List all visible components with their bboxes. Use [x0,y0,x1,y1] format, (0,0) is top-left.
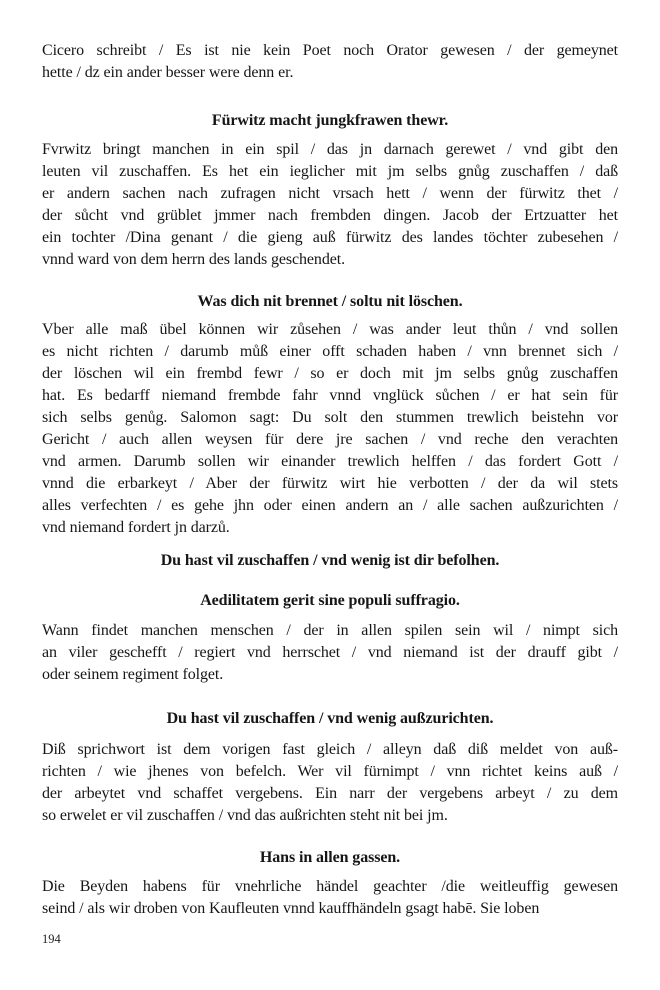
paragraph-ausrichten [42,739,618,827]
paragraph-befolhen [42,620,618,686]
text-line: an viler geschefft / regiert vnd herrschet / vnd niemand ist der drauff gibt / [42,644,618,661]
text-line: der sůcht vnd grüblet jmmer nach frembden dingen. Jacob der Ertzuatter het [42,207,618,224]
text-line: Gericht / auch allen weysen für dere jre sachen / vnd reche den verachten [42,431,618,448]
paragraph-hans [42,876,618,920]
text-line: leuten vil zuschaffen. Es het ein ieglicher mit jm selbs gnůg zuschaffen / daß [42,163,618,180]
proverb-heading-fuerwitz: Fürwitz macht jungkfrawen thewr. [211,112,449,129]
paragraph-fuerwitz [42,139,618,271]
proverb-heading-brennet: Was dich nit brennet / soltu nit löschen. [197,293,463,310]
proverb-heading-latin: Aedilitatem gerit sine populi suffragio. [200,592,460,609]
text-line: es nicht richten / darumb můß einer offt schaden haben / vnn brennet sich / [42,343,618,360]
text-line: vnnd die erbarkeyt / Aber der fürwitz wirt hie verbotten / der da wil stets [42,475,618,492]
paragraph-brennet [42,319,618,539]
text-line: ein tochter /Dina genant / die gieng auß fürwitz des landes töchter zubesehen / [42,229,618,246]
text-line: vnnd ward von dem herrn des lands geschendet. [42,251,345,268]
proverb-heading-hans: Hans in allen gassen. [259,849,401,866]
text-line: seind / als wir droben von Kaufleuten vnnd kauffhändeln gsagt habē. Sie loben [42,900,540,917]
text-line: richten / wie jhenes von befelch. Wer vil fürnimpt / vnn richtet keins auß / [42,763,618,780]
text-line: sich selbs genůg. Salomon sagt: Du solt den stummen trewlich beistehn vor [42,409,618,426]
text-line: Vber alle maß übel können wir zůsehen / was ander leut thůn / vnd sollen [42,321,618,338]
text-line: Cicero schreibt / Es ist nie kein Poet noch Orator gewesen / der gemeynet [42,42,618,59]
text-line: alles verfechten / es gehe jhn oder einen andern an / alle sachen außzurichten / [42,497,618,514]
text-line: Wann findet manchen menschen / der in allen spilen sein wil / nimpt sich [42,622,618,639]
text-line: Diß sprichwort ist dem vorigen fast gleich / alleyn daß diß meldet von auß- [42,741,618,758]
text-line: Fvrwitz bringt manchen in ein spil / das jn darnach gerewet / vnd gibt den [42,141,618,158]
page-number: 194 [42,932,61,946]
proverb-heading-befolhen: Du hast vil zuschaffen / vnd wenig ist dir befolhen. [160,552,500,569]
text-line: hat. Es bedarff niemand frembde fahr vnnd vnglück sůchen / er hat sein für [42,387,618,404]
text-line: der arbeytet vnd schaffet vergebens. Ein narr der vergebens arbeyt / zu dem [42,785,618,802]
text-line: vnd armen. Darumb sollen wir einander trewlich helffen / das fordert Gott / [42,453,618,470]
intro-paragraph [42,40,618,84]
text-line: der löschen wil ein frembd fewr / so er doch mit jm selbs gnůg zuschaffen [42,365,618,382]
text-line: er andern sachen nach zufragen nicht vrsach hett / wenn der fürwitz thet / [42,185,618,202]
text-line: oder seinem regiment folget. [42,666,224,683]
text-line: vnd niemand fordert jn darzů. [42,519,230,536]
text-line: Die Beyden habens für vnehrliche händel geachter /die weitleuffig gewesen [42,878,618,895]
text-line: so erwelet er vil zuschaffen / vnd das außrichten steht nit bei jm. [42,807,448,824]
proverb-heading-ausrichten: Du hast vil zuschaffen / vnd wenig außzurichten. [166,710,494,727]
text-line: hette / dz ein ander besser were denn er. [42,64,294,81]
